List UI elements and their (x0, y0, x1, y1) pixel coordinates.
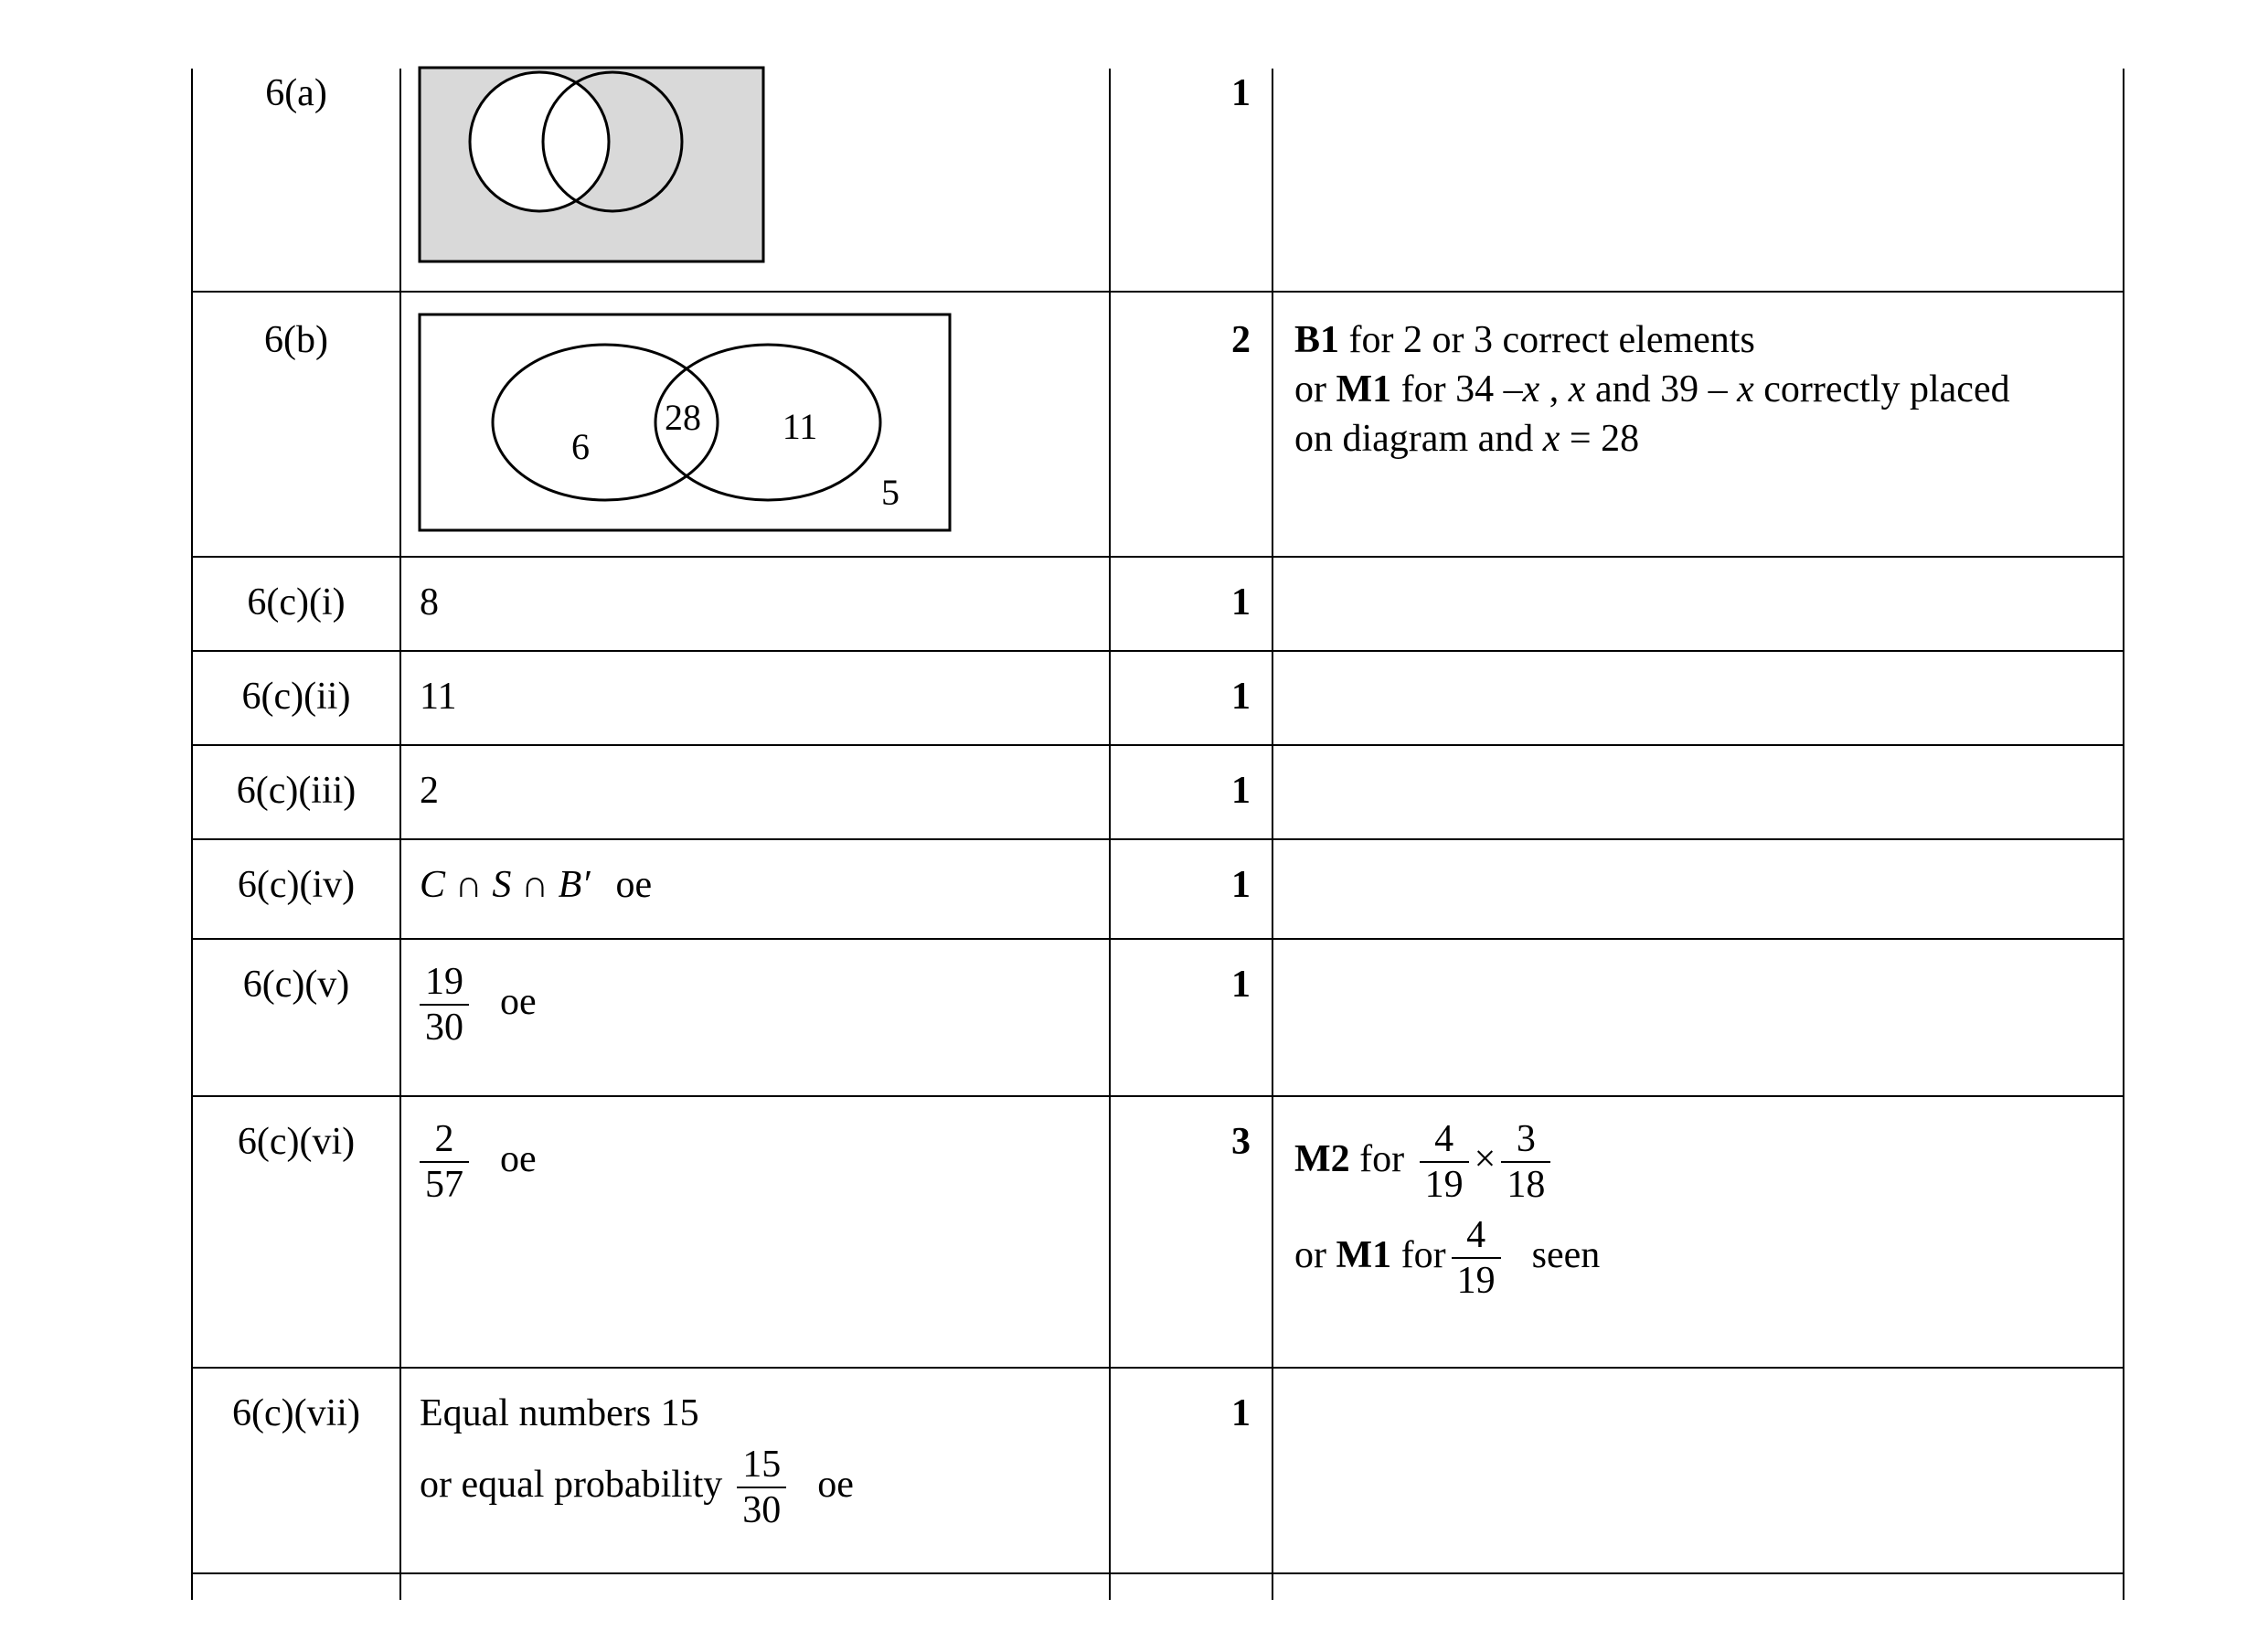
question-number: 6(c)(i) (247, 581, 346, 623)
answer: 2 (420, 770, 439, 812)
row-divider (191, 1367, 2124, 1369)
answer-suffix: oe (615, 864, 653, 906)
row-divider (191, 556, 2124, 558)
venn-outside: 5 (881, 472, 900, 513)
question-number: 6(b) (264, 319, 328, 361)
fraction: $\frac{4}{19}$ (1420, 1117, 1469, 1208)
table-divider-answer (1109, 69, 1111, 1600)
fraction: $\frac{2}{57}$ (420, 1117, 469, 1208)
answer-line: or equal probability $\frac{15}{30}$ oe (420, 1443, 854, 1531)
fraction: $\frac{19}{30}$ (420, 960, 469, 1050)
guidance-line: M2 for $\frac{4}{19}$ × $\frac{3}{18}$ (1294, 1117, 1600, 1208)
answer: 8 (420, 581, 439, 623)
answer (414, 960, 537, 1050)
venn-only-b: 11 (782, 406, 818, 447)
fraction: $\frac{4}{19}$ (1452, 1213, 1501, 1304)
answer: 11 (420, 676, 457, 718)
answer-suffix: oe (500, 980, 537, 1023)
fraction: $\frac{3}{18}$ (1501, 1117, 1550, 1208)
question-number: 6(a) (265, 72, 327, 114)
fraction: $\frac{15}{30}$ (737, 1443, 786, 1533)
venn-intersection: 28 (665, 397, 701, 438)
guidance (1294, 1117, 1600, 1303)
guidance-line: on diagram and x = 28 (1294, 418, 1640, 460)
answer (414, 1117, 537, 1208)
table-divider-marks (1272, 69, 1273, 1600)
guidance-line: B1 for 2 or 3 correct elements (1294, 319, 1755, 361)
question-number: 6(c)(vi) (237, 1121, 356, 1163)
marks: 1 (1231, 864, 1251, 906)
guidance-line: or M1 for 34 –x , x and 39 – x correctly placed (1294, 368, 2010, 410)
marks: 1 (1231, 1392, 1251, 1434)
row-divider (191, 1095, 2124, 1097)
venn-diagram-values (418, 313, 953, 532)
marks: 1 (1231, 676, 1251, 718)
marks: 1 (1231, 581, 1251, 623)
row-divider (191, 650, 2124, 652)
question-number: 6(c)(ii) (241, 676, 351, 718)
marks: 2 (1231, 319, 1251, 361)
set-expression: C ∩ S ∩ B′ (420, 864, 591, 906)
answer (420, 1389, 854, 1532)
table-border-right (2123, 69, 2124, 1600)
marks: 1 (1231, 72, 1251, 114)
question-number: 6(c)(v) (242, 964, 350, 1006)
row-divider (191, 838, 2124, 840)
table-divider-question (399, 69, 401, 1600)
answer-suffix: oe (500, 1137, 537, 1180)
question-number: 6(c)(iv) (237, 864, 356, 906)
answer-line: Equal numbers 15 (420, 1392, 699, 1434)
guidance-line: or M1 for $\frac{4}{19}$ seen (1294, 1213, 1601, 1302)
guidance (1294, 315, 2010, 464)
question-number: 6(c)(iii) (236, 770, 357, 812)
row-divider (191, 291, 2124, 293)
row-divider (191, 1572, 2124, 1574)
table-border-left (191, 69, 193, 1600)
question-number: 6(c)(vii) (232, 1392, 360, 1434)
marks: 3 (1231, 1121, 1251, 1163)
row-divider (191, 744, 2124, 746)
marks: 1 (1231, 770, 1251, 812)
venn-diagram-shaded (418, 66, 767, 265)
marks: 1 (1231, 964, 1251, 1006)
row-divider (191, 938, 2124, 940)
venn-only-a: 6 (571, 426, 590, 467)
answer (420, 860, 652, 911)
